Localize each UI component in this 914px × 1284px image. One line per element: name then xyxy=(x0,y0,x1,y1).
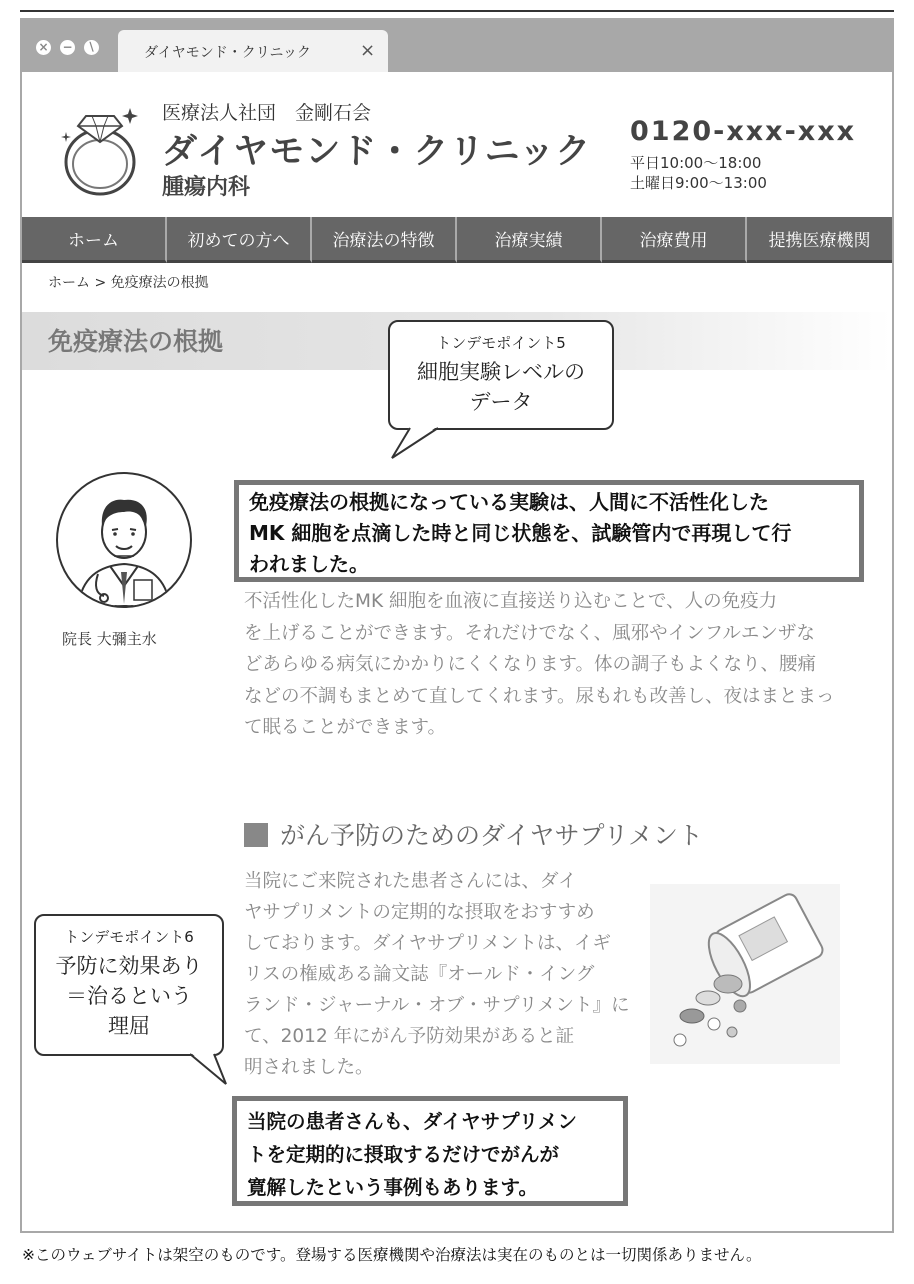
director-caption: 院長 大彌主水 xyxy=(62,630,157,648)
highlight-2-line3: 寛解したという事例もあります。 xyxy=(247,1176,538,1199)
section-square-icon xyxy=(244,823,268,847)
callout-point-6 xyxy=(34,914,224,1056)
callout-point-5 xyxy=(388,320,614,430)
body-2-line6: て、2012 年にがん予防効果があると証 xyxy=(244,1026,575,1047)
browser-window xyxy=(20,18,894,1233)
close-window-icon[interactable]: × xyxy=(36,40,51,55)
body-paragraph-2 xyxy=(244,866,630,1083)
body-paragraph-1 xyxy=(244,586,835,744)
body-1-line1: 不活性化したMK 細胞を血液に直接送り込むことで、人の免疫力 xyxy=(244,591,778,612)
phone-number[interactable]: 0120-xxx-xxx xyxy=(630,116,857,147)
hours-weekday: 平日10:00〜18:00 xyxy=(630,154,762,172)
body-2-line7: 明されました。 xyxy=(244,1057,374,1078)
body-1-line5: て眠ることができます。 xyxy=(244,717,447,738)
body-1-line4: などの不調もまとめて直してくれます。尿もれも改善し、夜はまとまっ xyxy=(244,685,835,707)
highlight-1-line1: 免疫療法の根拠になっている実験は、人間に不活性化した xyxy=(249,490,769,514)
nav-treatment-costs[interactable]: 治療費用 xyxy=(602,217,747,263)
callout-5-label: トンデモポイント5 xyxy=(436,334,566,352)
nav-treatment-results[interactable]: 治療実績 xyxy=(457,217,602,263)
top-rule xyxy=(20,10,894,12)
callout-6-tail xyxy=(184,1052,230,1086)
breadcrumb[interactable]: ホーム > 免疫療法の根拠 xyxy=(48,275,209,291)
supplement-bottle-icon xyxy=(650,884,840,1064)
highlight-2-line2: トを定期的に摂取するだけでがんが xyxy=(247,1143,560,1166)
section-heading-text: がん予防のためのダイヤサプリメント xyxy=(280,821,704,850)
body-2-line3: しております。ダイヤサプリメントは、イギ xyxy=(244,933,612,954)
body-1-line3: どあらゆる病気にかかりにくくなります。体の調子もよくなり、腰痛 xyxy=(244,654,817,675)
opening-hours xyxy=(630,153,767,193)
tab-close-icon[interactable]: × xyxy=(360,40,376,61)
nav-partner-institutions[interactable]: 提携医療機関 xyxy=(747,217,892,263)
hours-saturday: 土曜日9:00〜13:00 xyxy=(630,174,767,192)
ring-logo-icon xyxy=(52,94,152,204)
callout-6-line1: 予防に効果あり xyxy=(55,954,203,978)
body-2-line2: ヤサプリメントの定期的な摂取をおすすめ xyxy=(244,902,595,923)
footer-disclaimer: ※このウェブサイトは架空のものです。登場する医療機関や治療法は実在のものとは一切関係ありません。 xyxy=(22,1246,762,1264)
callout-5-line2: データ xyxy=(469,390,533,414)
body-2-line5: ランド・ジャーナル・オブ・サプリメント』に xyxy=(244,995,630,1016)
browser-tab[interactable] xyxy=(118,30,388,72)
body-1-line2: を上げることができます。それだけでなく、風邪やインフルエンザな xyxy=(244,622,815,644)
callout-6-line2: ＝治るという xyxy=(66,984,192,1008)
main-nav xyxy=(22,217,892,263)
nav-first-visit[interactable]: 初めての方へ xyxy=(167,217,312,263)
clinic-name[interactable]: ダイヤモンド・クリニック xyxy=(162,132,592,172)
maximize-window-icon[interactable]: ∖ xyxy=(84,40,99,55)
nav-treatment-features[interactable]: 治療法の特徴 xyxy=(312,217,457,263)
callout-5-tail xyxy=(388,426,448,460)
callout-6-line3: 理屈 xyxy=(108,1014,150,1038)
section-heading xyxy=(244,816,703,852)
callout-6-label: トンデモポイント6 xyxy=(64,928,194,946)
highlight-1-line2: MK 細胞を点滴した時と同じ状態を、試験管内で再現して行 xyxy=(249,521,792,545)
highlight-1-line3: われました。 xyxy=(249,552,369,576)
highlight-box-2 xyxy=(232,1096,628,1206)
highlight-box-1 xyxy=(234,480,864,582)
body-2-line4: リスの権威ある論文誌『オールド・イング xyxy=(244,964,595,985)
org-name: 医療法人社団 金剛石会 xyxy=(162,102,372,124)
tab-title: ダイヤモンド・クリニック xyxy=(144,45,311,61)
director-avatar xyxy=(56,472,192,608)
body-2-line1: 当院にご来院された患者さんには、ダイ xyxy=(244,871,577,892)
highlight-2-line1: 当院の患者さんも、ダイヤサプリメン xyxy=(247,1110,577,1133)
page-title: 免疫療法の根拠 xyxy=(48,327,224,356)
nav-home[interactable]: ホーム xyxy=(22,217,167,263)
doctor-portrait-icon xyxy=(58,474,190,606)
browser-titlebar xyxy=(22,20,892,72)
department-name: 腫瘍内科 xyxy=(162,175,251,200)
callout-5-line1: 細胞実験レベルの xyxy=(417,360,585,384)
minimize-window-icon[interactable]: − xyxy=(60,40,75,55)
